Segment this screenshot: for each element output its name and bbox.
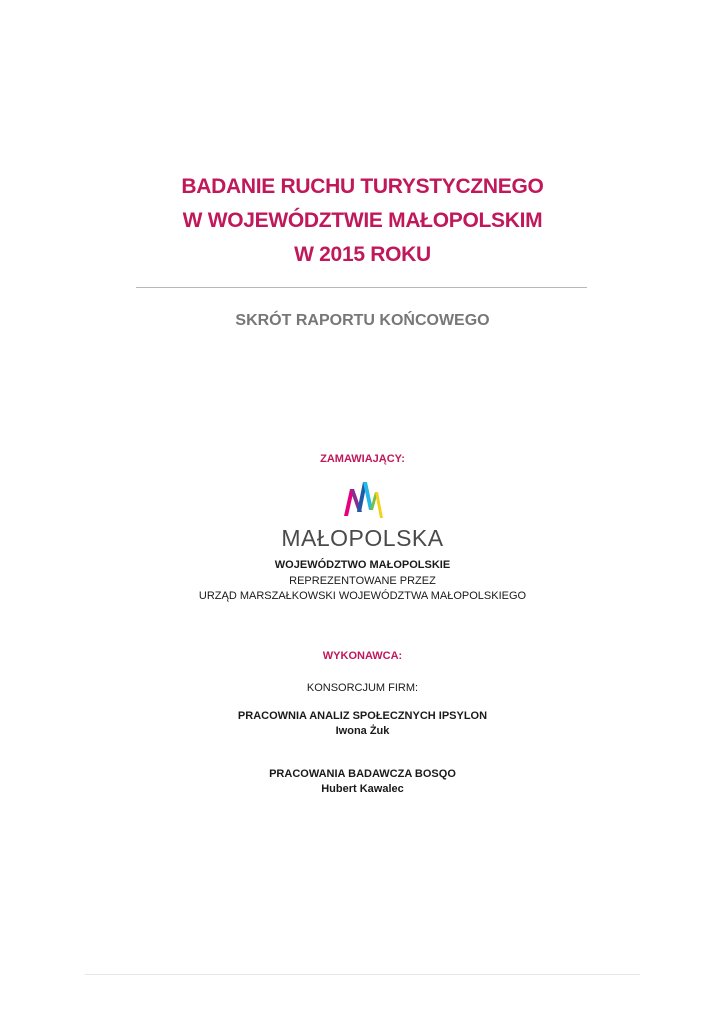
contractor-label: WYKONAWCA: [322, 650, 403, 662]
title-line-2: W WOJEWÓDZTWIE MAŁOPOLSKIM [182, 209, 543, 232]
client-represented-by: REPREZENTOWANE PRZEZ [289, 575, 436, 587]
consortium-label: KONSORCJUM FIRM: [306, 682, 419, 694]
document-title [0, 170, 725, 272]
client-name: WOJEWÓDZTWO MAŁOPOLSKIE [274, 559, 451, 571]
firm-name: PRACOWNIA ANALIZ SPOŁECZNYCH IPSYLON [237, 710, 488, 722]
firm-person: Iwona Żuk [335, 725, 390, 737]
firm-person: Hubert Kawalec [321, 783, 404, 795]
title-divider [136, 287, 587, 288]
document-subtitle: SKRÓT RAPORTU KOŃCOWEGO [235, 312, 490, 329]
client-office: URZĄD MARSZAŁKOWSKI WOJEWÓDZTWA MAŁOPOLSKIEGO [198, 590, 527, 602]
footer-divider [85, 974, 640, 975]
firm-name: PRACOWANIA BADAWCZA BOSQO [269, 768, 456, 780]
malopolska-logo-text: MAŁOPOLSKA [281, 525, 444, 551]
malopolska-logo-icon [340, 474, 386, 524]
title-line-1: BADANIE RUCHU TURYSTYCZNEGO [181, 175, 544, 198]
client-label: ZAMAWIAJĄCY: [320, 453, 405, 465]
title-line-3: W 2015 ROKU [294, 243, 431, 266]
